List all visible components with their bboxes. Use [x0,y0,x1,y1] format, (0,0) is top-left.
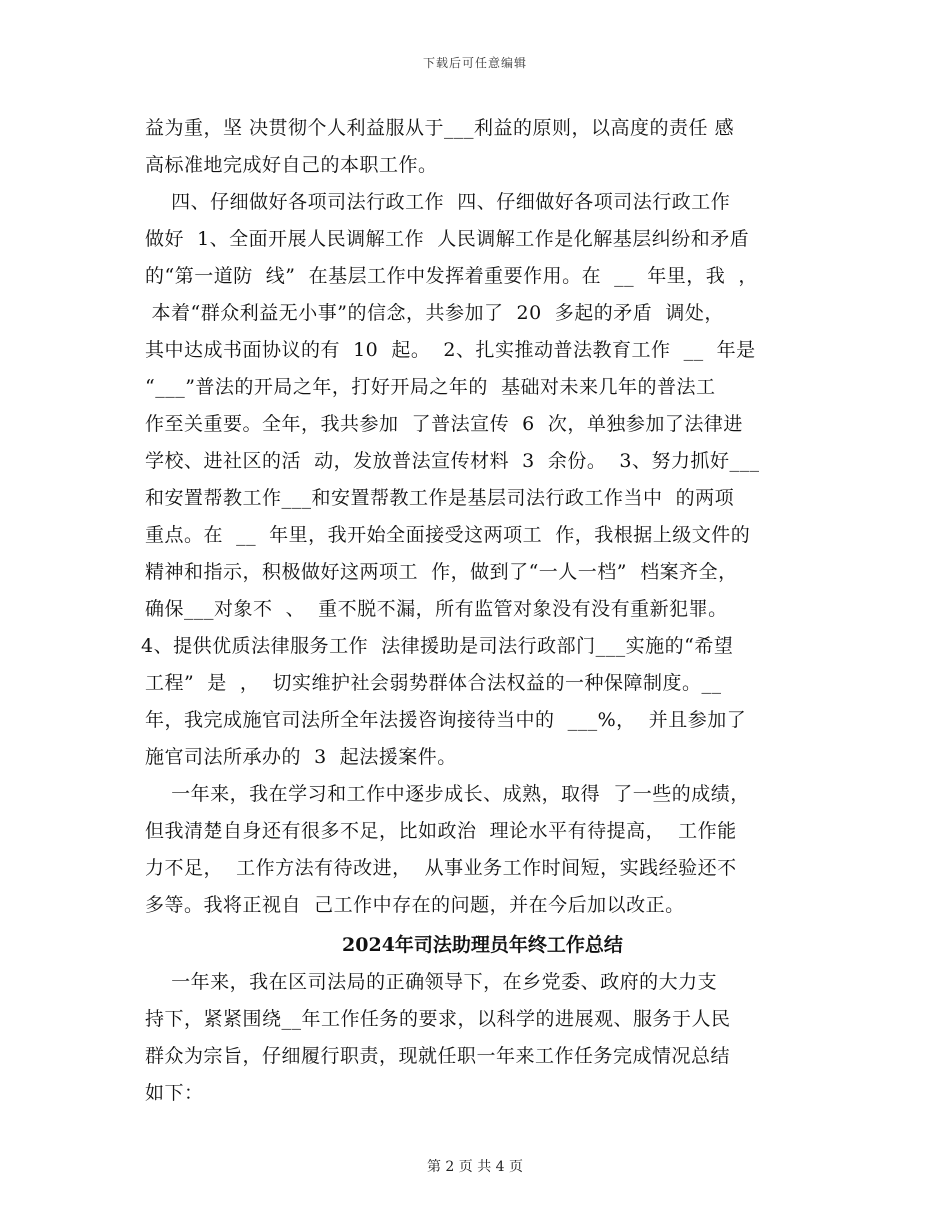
text-line: 益为重，坚 决贯彻个人利益服从于___利益的原则，以高度的责任 感 [145,117,735,139]
text-line: 施官司法所承办的 3 起法援案件。 [145,746,457,768]
text-line: 重点。在 __ 年里，我开始全面接受这两项工 作，我根据上级文件的 [145,524,751,546]
section-title: 2024年司法助理员年终工作总结 [342,934,623,956]
text-line: 作至关重要。全年，我共参加 了普法宣传 6 次，单独参加了法律进 [145,413,743,435]
page-number: 第 2 页 共 4 页 [426,1159,524,1175]
text-line: “___”普法的开局之年，打好开局之年的 基础对未来几年的普法工 [145,376,716,398]
text-line: 4、提供优质法律服务工作 法律援助是司法行政部门___实施的“希望 [141,635,734,657]
text-line: 多等。我将正视自 己工作中存在的问题，并在今后加以改正。 [145,894,685,916]
text-line: 精神和指示，积极做好这两项工 作，做到了“一人一档” 档案齐全， [145,561,738,583]
text-line: 一年来，我在区司法局的正确领导下，在乡党委、政府的大力支 [145,971,718,993]
document-body [141,110,820,1112]
text-line: 持下，紧紧围绕__年工作任务的要求，以科学的进展观、服务于人民 [145,1008,731,1030]
text-line: 学校、进社区的活 动，发放普法宣传材料 3 余份。 3、努力抓好___ [145,450,760,472]
page-header: 下载后可任意编辑 [422,56,527,70]
text-line: 高标准地完成好自己的本职工作。 [145,154,438,176]
text-line: 和安置帮教工作___和安置帮教工作是基层司法行政工作当中 的两项 [145,487,735,509]
text-line: 年，我完成施官司法所全年法援咨询接待当中的 ___%， 并且参加了 [145,709,747,731]
text-line: 其中达成书面协议的有 10 起。 2、扎实推动普法教育工作 __ 年是 [145,339,756,361]
text-line: 四、仔细做好各项司法行政工作 四、仔细做好各项司法行政工作 [145,191,731,213]
text-line: 一年来，我在学习和工作中逐步成长、成熟，取得 了一些的成绩， [145,783,750,805]
text-line: 工程” 是 ， 切实维护社会弱势群体合法权益的一种保障制度。__ [145,672,722,694]
text-line: 如下： [145,1082,204,1104]
text-line: 但我清楚自身还有很多不足，比如政治 理论水平有待提高， 工作能 [145,820,737,842]
text-line: 的“第一道防 线” 在基层工作中发挥着重要作用。在 __ 年里，我 ， [145,265,758,287]
text-line: 力不足， 工作方法有待改进， 从事业务工作时间短，实践经验还不 [145,857,737,879]
text-line: 做好 1、全面开展人民调解工作 人民调解工作是化解基层纠纷和矛盾 [145,228,750,250]
text-line: 本着“群众利益无小事”的信念，共参加了 20 多起的矛盾 调处， [145,302,724,324]
text-line: 确保___对象不 、 重不脱不漏，所有监管对象没有没有重新犯罪。 [145,598,728,620]
text-line: 群众为宗旨，仔细履行职责，现就任职一年来工作任务完成情况总结 [145,1045,731,1067]
